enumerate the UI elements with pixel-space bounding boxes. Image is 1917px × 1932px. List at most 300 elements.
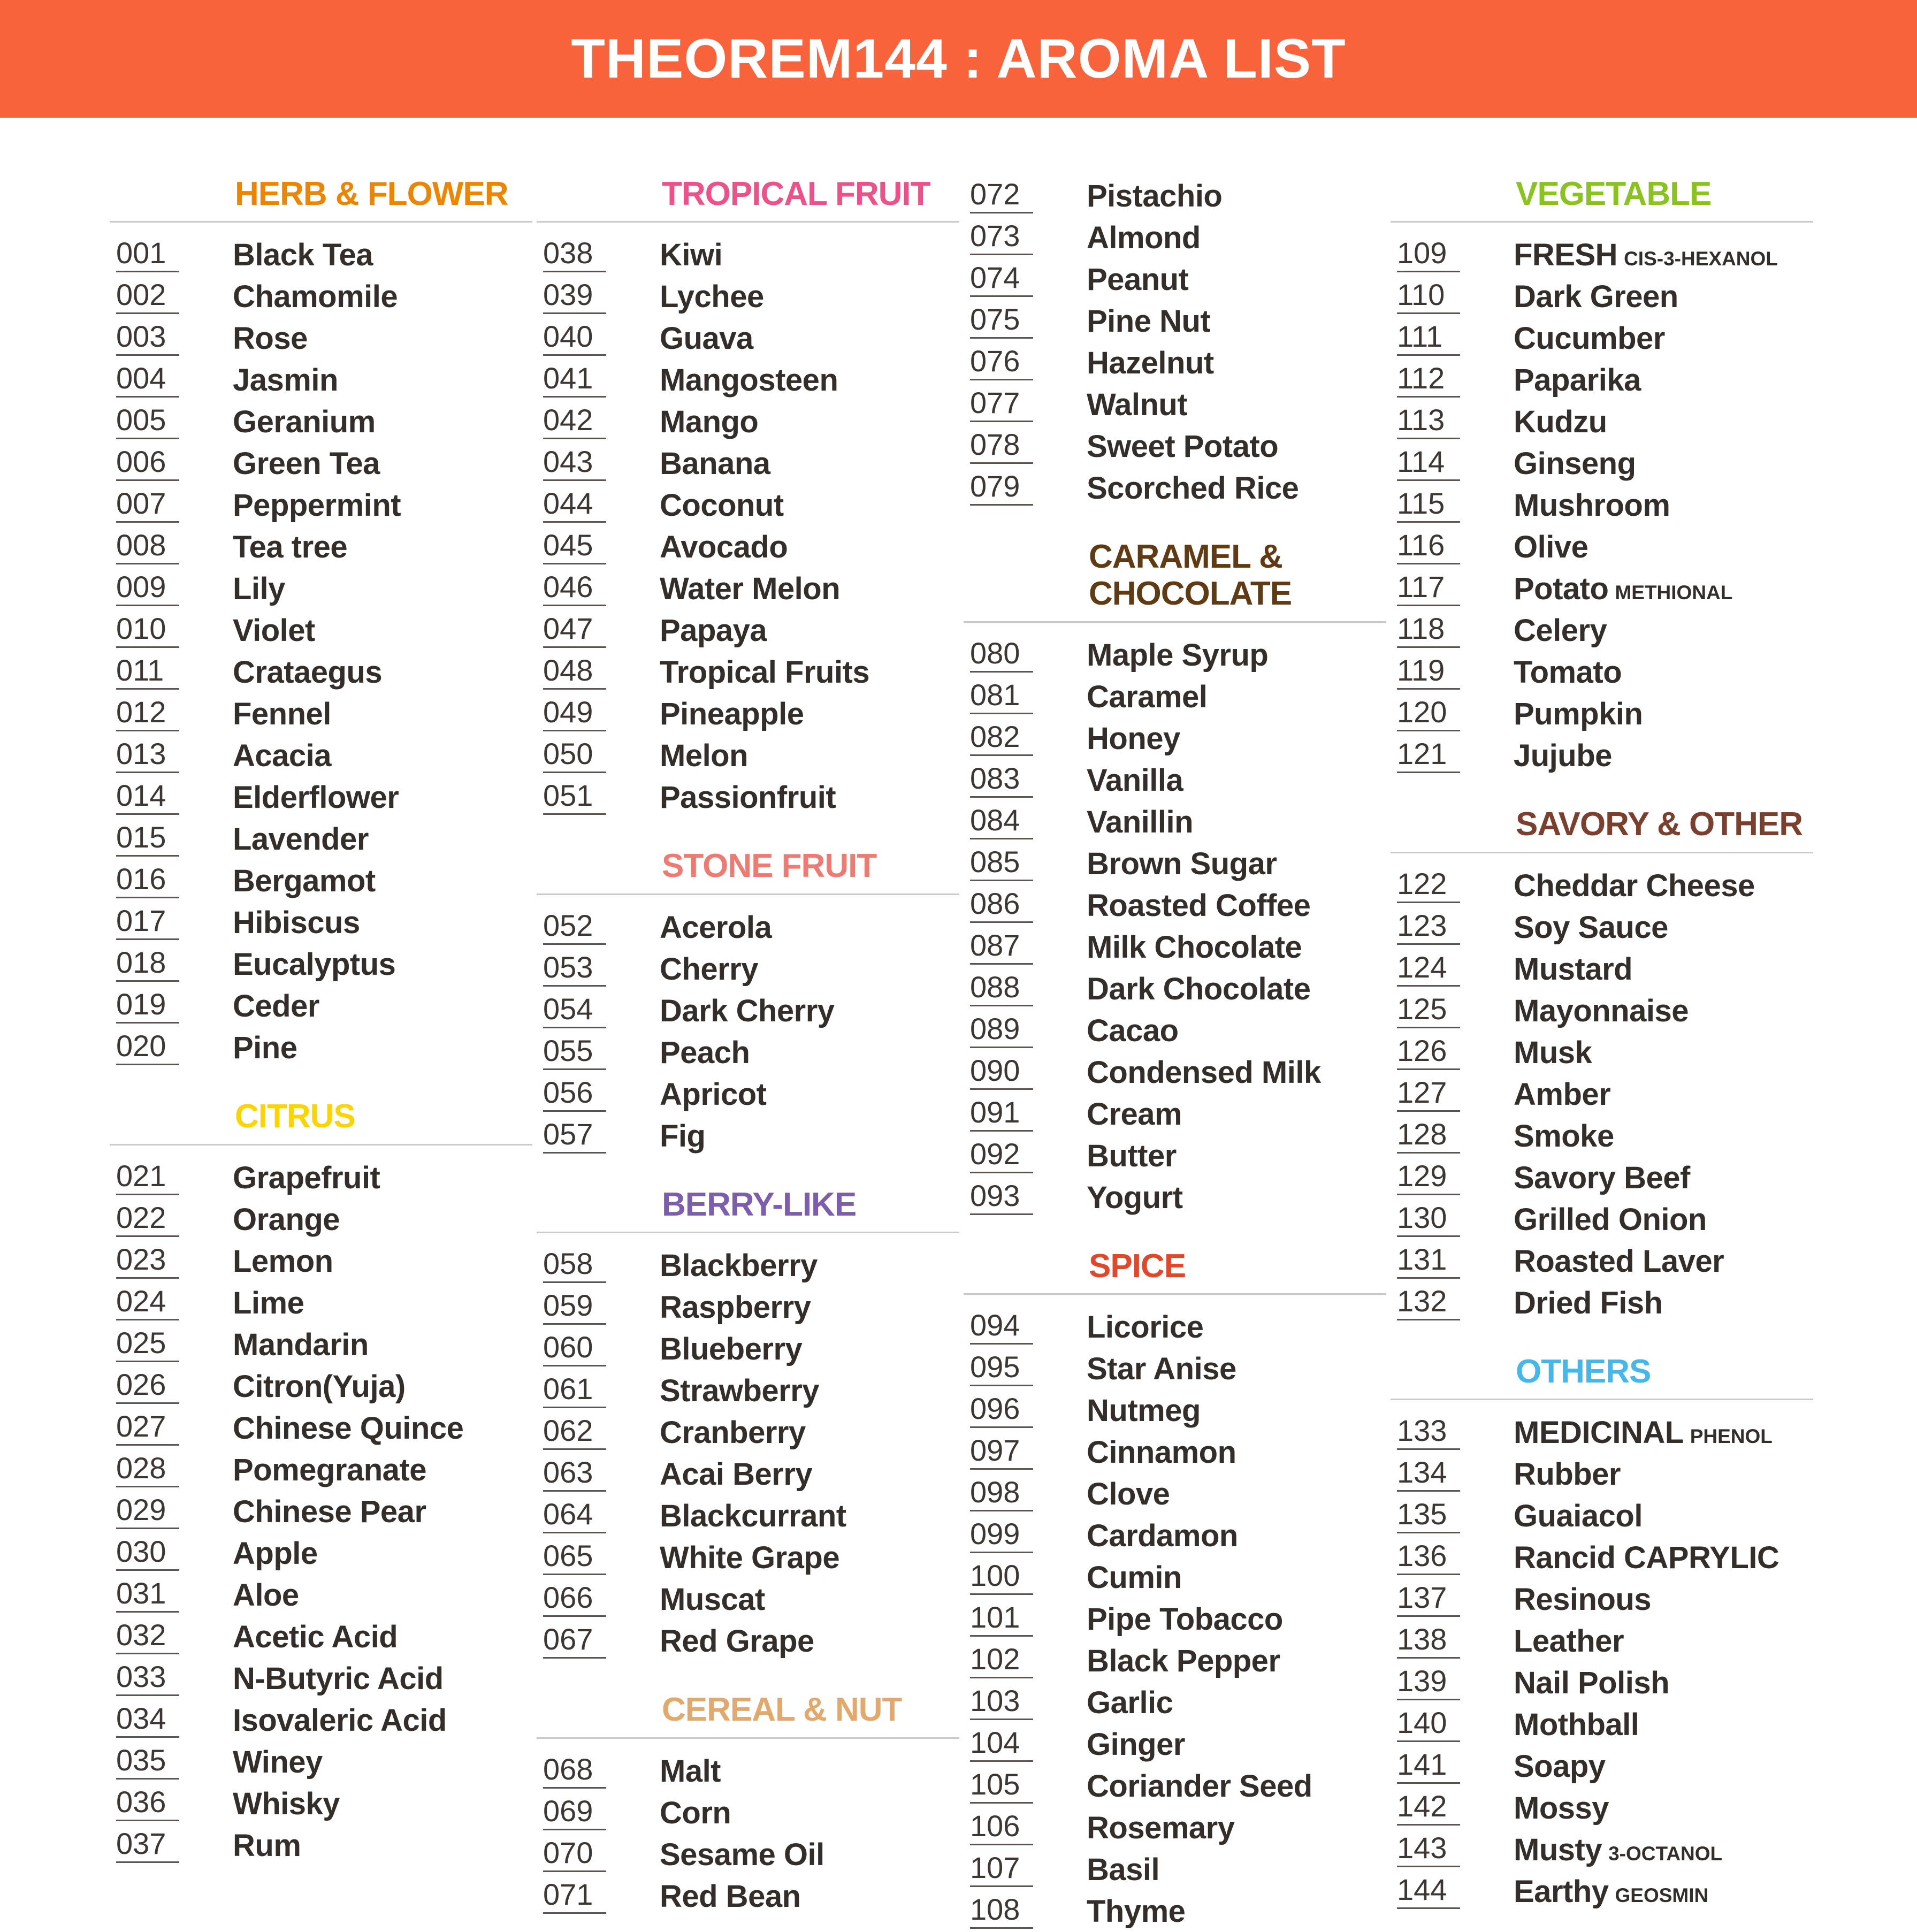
item-row bbox=[964, 1432, 1386, 1473]
item-list bbox=[537, 1751, 959, 1918]
aroma-number: 042 bbox=[543, 405, 606, 439]
aroma-name-text: Blackberry bbox=[660, 1248, 818, 1284]
aroma-name-text: Malt bbox=[660, 1753, 721, 1789]
aroma-number: 117 bbox=[1397, 572, 1460, 606]
aroma-name bbox=[1514, 1285, 1663, 1320]
aroma-name bbox=[1087, 762, 1183, 798]
aroma-name bbox=[660, 446, 770, 482]
aroma-name-text: Leather bbox=[1514, 1624, 1624, 1659]
aroma-name bbox=[660, 1373, 820, 1409]
aroma-number: 100 bbox=[970, 1561, 1033, 1595]
aroma-name bbox=[233, 532, 347, 563]
aroma-name bbox=[660, 1753, 721, 1789]
category-rule bbox=[1391, 852, 1813, 853]
aroma-name bbox=[233, 1786, 340, 1821]
aroma-name-text: Muscat bbox=[660, 1582, 765, 1617]
item-row bbox=[1391, 276, 1813, 318]
item-row bbox=[537, 949, 959, 990]
aroma-number: 014 bbox=[116, 781, 179, 815]
aroma-number: 068 bbox=[543, 1754, 606, 1789]
aroma-name bbox=[233, 1452, 426, 1487]
aroma-name-text: Rose bbox=[233, 321, 308, 356]
item-list bbox=[1391, 234, 1813, 777]
aroma-name bbox=[233, 740, 331, 772]
aroma-name-text: Orange bbox=[233, 1202, 340, 1237]
aroma-name-text: Rosemary bbox=[1087, 1811, 1235, 1846]
item-row bbox=[110, 1700, 532, 1742]
item-list bbox=[537, 1245, 959, 1662]
item-row bbox=[1391, 1746, 1813, 1788]
item-row bbox=[1391, 1537, 1813, 1579]
aroma-name bbox=[233, 615, 315, 646]
aroma-name bbox=[660, 1878, 801, 1914]
aroma-name-text: Cumin bbox=[1087, 1560, 1182, 1595]
item-row bbox=[1391, 1704, 1813, 1746]
item-row bbox=[110, 485, 532, 526]
aroma-number: 120 bbox=[1397, 697, 1460, 731]
aroma-name-text: Licorice bbox=[1087, 1310, 1204, 1345]
item-row bbox=[1391, 907, 1813, 949]
aroma-name-text: Peppermint bbox=[233, 488, 401, 523]
aroma-number: 129 bbox=[1397, 1161, 1460, 1195]
aroma-column-3 bbox=[964, 175, 1386, 1932]
aroma-number: 133 bbox=[1397, 1416, 1460, 1450]
aroma-name bbox=[1514, 1501, 1643, 1532]
item-row bbox=[1391, 652, 1813, 693]
aroma-name bbox=[1087, 1852, 1160, 1888]
item-row bbox=[110, 360, 532, 401]
item-row bbox=[110, 1157, 532, 1199]
aroma-name bbox=[660, 1626, 814, 1657]
aroma-number: 040 bbox=[543, 322, 606, 356]
aroma-number: 047 bbox=[543, 614, 606, 648]
aroma-number: 045 bbox=[543, 530, 606, 564]
aroma-number: 046 bbox=[543, 572, 606, 606]
aroma-name-text: Pistachio bbox=[1087, 179, 1223, 213]
item-row bbox=[1391, 865, 1813, 907]
aroma-number: 066 bbox=[543, 1583, 606, 1617]
aroma-name bbox=[1514, 490, 1670, 521]
item-row bbox=[110, 1282, 532, 1324]
aroma-number: 051 bbox=[543, 781, 606, 815]
category-block bbox=[110, 1098, 532, 1866]
item-row bbox=[964, 1766, 1386, 1807]
aroma-number: 138 bbox=[1397, 1624, 1460, 1659]
aroma-name-text: Tea tree bbox=[233, 530, 348, 565]
category-rule bbox=[537, 1737, 959, 1739]
aroma-name bbox=[1514, 740, 1612, 772]
aroma-name bbox=[233, 991, 319, 1022]
aroma-number: 143 bbox=[1397, 1833, 1460, 1867]
item-row bbox=[1391, 949, 1813, 990]
item-row bbox=[1391, 318, 1813, 360]
aroma-name bbox=[660, 1037, 750, 1068]
aroma-name bbox=[660, 1334, 802, 1365]
aroma-number: 107 bbox=[970, 1853, 1033, 1887]
aroma-number: 102 bbox=[970, 1644, 1033, 1678]
item-row bbox=[964, 718, 1386, 760]
aroma-name bbox=[1087, 1896, 1185, 1927]
aroma-name-text: Cacao bbox=[1087, 1013, 1179, 1048]
aroma-name bbox=[660, 615, 767, 646]
aroma-number: 077 bbox=[970, 388, 1033, 422]
aroma-number: 004 bbox=[116, 363, 179, 398]
aroma-name-suffix: GEOSMIN bbox=[1615, 1884, 1709, 1907]
aroma-number: 061 bbox=[543, 1374, 606, 1408]
aroma-name-text: Roasted Coffee bbox=[1087, 888, 1311, 923]
aroma-name-text: Chamomile bbox=[233, 279, 398, 315]
aroma-name-text: Coconut bbox=[660, 488, 784, 523]
item-list bbox=[1391, 865, 1813, 1324]
aroma-name bbox=[1514, 404, 1607, 440]
aroma-number: 096 bbox=[970, 1394, 1033, 1428]
aroma-name bbox=[1087, 929, 1302, 965]
item-row bbox=[537, 1751, 959, 1792]
aroma-name-text: Soy Sauce bbox=[1514, 910, 1668, 945]
aroma-name bbox=[660, 365, 838, 396]
aroma-number: 108 bbox=[970, 1895, 1033, 1929]
item-list bbox=[110, 1157, 532, 1867]
aroma-name bbox=[1087, 473, 1299, 504]
aroma-number: 087 bbox=[970, 930, 1033, 965]
page-title: THEOREM144 : AROMA LIST bbox=[571, 27, 1346, 90]
aroma-name-text: Caramel bbox=[1087, 679, 1208, 714]
item-row bbox=[110, 1616, 532, 1658]
aroma-name-text: Cinnamon bbox=[1087, 1435, 1236, 1470]
aroma-number: 090 bbox=[970, 1056, 1033, 1090]
aroma-name bbox=[1514, 1832, 1723, 1868]
aroma-name-text: Raspberry bbox=[660, 1290, 811, 1325]
aroma-name-text: Sesame Oil bbox=[660, 1837, 824, 1872]
aroma-name bbox=[1087, 181, 1222, 212]
category-rule bbox=[1391, 1399, 1813, 1400]
aroma-name-text: Apricot bbox=[660, 1076, 767, 1112]
aroma-name-text: Guaiacol bbox=[1514, 1499, 1643, 1534]
aroma-number: 056 bbox=[543, 1078, 606, 1112]
aroma-number: 016 bbox=[116, 864, 179, 898]
item-row bbox=[1391, 990, 1813, 1032]
aroma-name bbox=[660, 571, 841, 607]
aroma-name-text: Musty bbox=[1514, 1832, 1602, 1868]
aroma-number: 026 bbox=[116, 1370, 179, 1404]
aroma-name bbox=[1087, 1771, 1312, 1802]
item-row bbox=[1391, 485, 1813, 526]
aroma-name-text: FRESH bbox=[1514, 238, 1618, 273]
aroma-name-text: Bergamot bbox=[233, 864, 376, 899]
aroma-name-text: MEDICINAL bbox=[1514, 1415, 1684, 1450]
item-row bbox=[1391, 1241, 1813, 1282]
item-row bbox=[964, 1010, 1386, 1052]
item-row bbox=[537, 1032, 959, 1074]
aroma-number: 002 bbox=[116, 280, 179, 314]
aroma-name-text: Kudzu bbox=[1514, 404, 1607, 440]
item-row bbox=[1391, 360, 1813, 401]
item-row bbox=[537, 485, 959, 526]
aroma-number: 080 bbox=[970, 638, 1033, 673]
aroma-name bbox=[660, 1248, 818, 1284]
aroma-name-text: Kiwi bbox=[660, 238, 723, 273]
item-row bbox=[537, 1328, 959, 1370]
aroma-name bbox=[233, 1744, 323, 1780]
item-row bbox=[964, 1135, 1386, 1177]
aroma-name bbox=[233, 782, 399, 813]
aroma-name-text: Butter bbox=[1087, 1138, 1177, 1173]
aroma-name bbox=[660, 1501, 846, 1532]
aroma-name bbox=[1514, 1118, 1614, 1154]
aroma-number: 018 bbox=[116, 948, 179, 982]
item-row bbox=[1391, 1829, 1813, 1871]
aroma-name bbox=[660, 1839, 824, 1870]
aroma-name bbox=[1514, 240, 1778, 271]
aroma-number: 001 bbox=[116, 238, 179, 272]
aroma-name bbox=[660, 1795, 731, 1830]
aroma-name-text: Dark Cherry bbox=[660, 993, 835, 1028]
aroma-number: 084 bbox=[970, 805, 1033, 839]
aroma-name bbox=[660, 951, 758, 987]
aroma-name bbox=[1514, 657, 1622, 688]
aroma-name bbox=[660, 699, 804, 730]
aroma-name-text: Acetic Acid bbox=[233, 1619, 398, 1654]
aroma-number: 069 bbox=[543, 1796, 606, 1830]
category-block bbox=[964, 175, 1386, 509]
aroma-number: 057 bbox=[543, 1119, 606, 1154]
aroma-number: 112 bbox=[1397, 363, 1460, 398]
item-row bbox=[1391, 443, 1813, 485]
category-header: HERB & FLOWER bbox=[235, 175, 508, 212]
item-list bbox=[964, 1307, 1386, 1932]
aroma-name bbox=[660, 912, 772, 943]
item-row bbox=[537, 693, 959, 735]
aroma-number: 106 bbox=[970, 1811, 1033, 1845]
aroma-name-suffix: CIS-3-HEXANOL bbox=[1624, 248, 1778, 270]
category-block bbox=[1391, 175, 1813, 777]
aroma-name bbox=[233, 1327, 369, 1362]
aroma-name bbox=[1514, 446, 1636, 482]
aroma-name bbox=[233, 1538, 318, 1569]
aroma-number: 064 bbox=[543, 1499, 606, 1533]
aroma-name-text: Lavender bbox=[233, 822, 369, 857]
category-rule bbox=[1391, 221, 1813, 223]
aroma-name-text: Crataegus bbox=[233, 655, 383, 690]
aroma-column-1 bbox=[110, 175, 532, 1932]
aroma-name-text: Lychee bbox=[660, 279, 764, 315]
aroma-name bbox=[660, 782, 836, 813]
category-block bbox=[1391, 806, 1813, 1324]
aroma-number: 007 bbox=[116, 488, 179, 523]
item-row bbox=[1391, 1788, 1813, 1829]
aroma-name-text: White Grape bbox=[660, 1540, 840, 1576]
aroma-number: 072 bbox=[970, 179, 1033, 213]
aroma-number: 019 bbox=[116, 989, 179, 1024]
aroma-number: 054 bbox=[543, 994, 606, 1028]
aroma-name-text: Peach bbox=[660, 1035, 750, 1070]
aroma-name-text: Rubber bbox=[1514, 1457, 1621, 1492]
item-row bbox=[1391, 401, 1813, 443]
aroma-number: 041 bbox=[543, 363, 606, 398]
item-row bbox=[537, 276, 959, 318]
item-row bbox=[1391, 1871, 1813, 1913]
aroma-number: 137 bbox=[1397, 1583, 1460, 1617]
aroma-name-text: Pineapple bbox=[660, 697, 804, 732]
aroma-name bbox=[233, 1285, 304, 1320]
aroma-name-text: Amber bbox=[1514, 1076, 1611, 1112]
aroma-name bbox=[233, 1830, 301, 1861]
aroma-name bbox=[1087, 1057, 1321, 1088]
aroma-name bbox=[1087, 220, 1201, 255]
aroma-number: 128 bbox=[1397, 1119, 1460, 1154]
item-row bbox=[964, 1599, 1386, 1640]
aroma-name bbox=[233, 949, 395, 980]
aroma-number: 043 bbox=[543, 447, 606, 481]
aroma-name bbox=[1087, 846, 1277, 881]
aroma-number: 142 bbox=[1397, 1791, 1460, 1826]
item-row bbox=[1391, 526, 1813, 568]
aroma-number: 005 bbox=[116, 405, 179, 439]
item-row bbox=[110, 693, 532, 735]
item-row bbox=[964, 1557, 1386, 1599]
aroma-name bbox=[233, 1577, 299, 1613]
aroma-name bbox=[233, 1410, 464, 1446]
aroma-name bbox=[1514, 279, 1678, 315]
aroma-name bbox=[1514, 365, 1641, 396]
aroma-name bbox=[233, 279, 398, 315]
aroma-name-text: Roasted Laver bbox=[1514, 1243, 1724, 1279]
item-row bbox=[537, 1621, 959, 1662]
item-row bbox=[1391, 1495, 1813, 1537]
aroma-number: 141 bbox=[1397, 1750, 1460, 1784]
aroma-name-text: Corn bbox=[660, 1795, 731, 1830]
aroma-name-suffix: PHENOL bbox=[1690, 1425, 1773, 1448]
item-row bbox=[537, 318, 959, 360]
aroma-number: 091 bbox=[970, 1097, 1033, 1132]
category-header: CARAMEL & CHOCOLATE bbox=[1089, 538, 1292, 613]
aroma-name-text: Acerola bbox=[660, 910, 772, 945]
aroma-name bbox=[1087, 637, 1269, 673]
aroma-name-text: Yogurt bbox=[1087, 1180, 1183, 1215]
aroma-number: 099 bbox=[970, 1519, 1033, 1553]
aroma-number: 031 bbox=[116, 1578, 179, 1613]
item-row bbox=[964, 635, 1386, 676]
aroma-name-text: Red Bean bbox=[660, 1878, 801, 1914]
aroma-name-text: Cranberry bbox=[660, 1415, 806, 1450]
aroma-name-text: Hibiscus bbox=[233, 905, 360, 941]
aroma-name-text: Tropical Fruits bbox=[660, 655, 870, 690]
aroma-name bbox=[1514, 1793, 1609, 1824]
item-row bbox=[110, 568, 532, 610]
aroma-number: 126 bbox=[1397, 1036, 1460, 1070]
aroma-number: 044 bbox=[543, 488, 606, 523]
aroma-name-text: Grilled Onion bbox=[1514, 1202, 1707, 1237]
category-rule bbox=[537, 894, 959, 895]
aroma-number: 109 bbox=[1397, 238, 1460, 272]
item-row bbox=[537, 1287, 959, 1328]
item-row bbox=[110, 1408, 532, 1449]
category-block bbox=[537, 175, 959, 819]
aroma-number: 032 bbox=[116, 1620, 179, 1654]
aroma-number: 027 bbox=[116, 1411, 179, 1446]
aroma-name-text: Eucalyptus bbox=[233, 947, 396, 982]
category-header: VEGETABLE bbox=[1516, 175, 1712, 212]
aroma-number: 131 bbox=[1397, 1244, 1460, 1279]
item-row bbox=[964, 760, 1386, 801]
aroma-name-text: Avocado bbox=[660, 530, 788, 565]
aroma-name-text: Garlic bbox=[1087, 1685, 1173, 1721]
item-row bbox=[110, 1027, 532, 1069]
category-rule bbox=[110, 221, 532, 223]
aroma-name-text: Melon bbox=[660, 738, 749, 774]
aroma-name bbox=[1087, 1687, 1173, 1719]
category-block bbox=[537, 847, 959, 1157]
aroma-name-text: N-Butyric Acid bbox=[233, 1661, 444, 1696]
item-row bbox=[110, 1825, 532, 1867]
aroma-number: 067 bbox=[543, 1624, 606, 1659]
item-row bbox=[110, 1658, 532, 1700]
aroma-name bbox=[660, 657, 869, 688]
aroma-name-text: Whisky bbox=[233, 1786, 340, 1821]
item-row bbox=[1391, 1662, 1813, 1704]
aroma-name bbox=[1087, 306, 1210, 337]
aroma-number: 008 bbox=[116, 530, 179, 564]
item-row bbox=[110, 276, 532, 318]
aroma-name bbox=[1514, 951, 1633, 987]
aroma-name-text: Chinese Quince bbox=[233, 1410, 464, 1446]
aroma-name-text: Coriander Seed bbox=[1087, 1769, 1312, 1804]
aroma-number: 025 bbox=[116, 1328, 179, 1362]
aroma-name-text: Grapefruit bbox=[233, 1160, 380, 1195]
item-row bbox=[110, 610, 532, 652]
aroma-number: 023 bbox=[116, 1244, 179, 1279]
aroma-name bbox=[1087, 1646, 1280, 1677]
aroma-name bbox=[1514, 1076, 1611, 1112]
aroma-name-text: Fig bbox=[660, 1118, 706, 1154]
aroma-name bbox=[233, 1496, 426, 1528]
aroma-name bbox=[233, 1619, 398, 1654]
item-row bbox=[110, 819, 532, 860]
item-row bbox=[110, 443, 532, 485]
aroma-name bbox=[660, 1417, 806, 1448]
aroma-number: 038 bbox=[543, 238, 606, 272]
aroma-number: 006 bbox=[116, 447, 179, 481]
aroma-name-text: Apple bbox=[233, 1536, 318, 1571]
aroma-name bbox=[1087, 1479, 1170, 1510]
aroma-name bbox=[1514, 1160, 1690, 1195]
aroma-name-text: Scorched Rice bbox=[1087, 471, 1299, 506]
aroma-number: 092 bbox=[970, 1139, 1033, 1173]
aroma-name bbox=[1087, 1351, 1236, 1387]
aroma-name bbox=[1087, 1182, 1183, 1213]
item-row bbox=[964, 1348, 1386, 1390]
aroma-name bbox=[1514, 1459, 1621, 1490]
aroma-name-text: Cheddar Cheese bbox=[1514, 868, 1755, 903]
item-row bbox=[964, 342, 1386, 384]
aroma-name bbox=[1514, 532, 1588, 563]
item-row bbox=[110, 777, 532, 819]
aroma-name bbox=[233, 1371, 406, 1402]
aroma-name bbox=[233, 490, 401, 521]
aroma-name bbox=[1514, 1204, 1707, 1235]
aroma-name-text: Nail Polish bbox=[1514, 1666, 1670, 1701]
category-header: CEREAL & NUT bbox=[662, 1691, 902, 1729]
aroma-name bbox=[1514, 1417, 1773, 1448]
aroma-name-text: Sweet Potato bbox=[1087, 429, 1279, 464]
aroma-name-text: Potato bbox=[1514, 571, 1609, 607]
aroma-name-text: Ceder bbox=[233, 989, 319, 1024]
aroma-number: 088 bbox=[970, 972, 1033, 1006]
item-row bbox=[1391, 1412, 1813, 1454]
aroma-name bbox=[1514, 1626, 1624, 1657]
aroma-name-text: Pomegranate bbox=[233, 1452, 426, 1487]
aroma-name bbox=[660, 1076, 767, 1112]
